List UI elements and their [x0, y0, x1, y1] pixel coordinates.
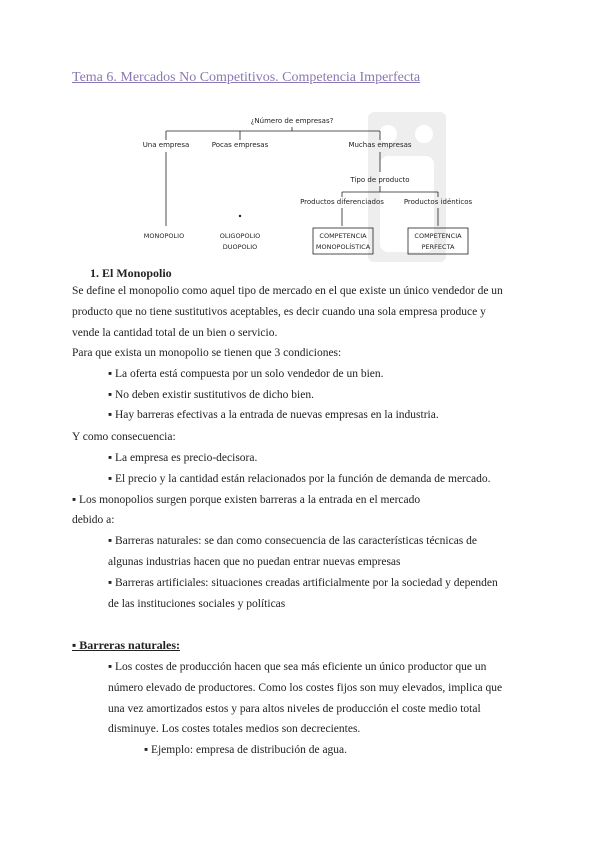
pocas-dot: [239, 215, 241, 217]
leaf-oligopolio: OLIGOPOLIO: [219, 232, 261, 240]
bullet-line: ▪ No deben existir sustitutivos de dicho bien.: [108, 389, 314, 401]
body-line: vende la cantidad total de un bien o servicio.: [72, 327, 278, 339]
document-title: Tema 6. Mercados No Competitivos. Competencia Imperfecta: [72, 70, 421, 85]
body-line: número elevado de productores. Como los costes fijos son muy elevados, implica que: [108, 682, 503, 694]
node-root: ¿Número de empresas?: [250, 117, 334, 125]
bullet-line: ▪ Los costes de producción hacen que sea más eficiente un único productor que un: [108, 661, 487, 673]
body-line: disminuye. Los costes totales medios son decrecientes.: [108, 723, 361, 735]
body-line: Se define el monopolio como aquel tipo de mercado en el que existe un único vendedor de un: [72, 285, 503, 297]
leaf-comp-perf-line2: PERFECTA: [421, 243, 455, 251]
leaf-comp-perf-line1: COMPETENCIA: [414, 232, 462, 240]
bullet-line: ▪ Hay barreras efectivas a la entrada de nuevas empresas en la industria.: [108, 409, 439, 421]
node-muchas-empresas: Muchas empresas: [348, 141, 412, 149]
node-pocas-empresas: Pocas empresas: [211, 141, 269, 149]
node-una-empresa: Una empresa: [142, 141, 190, 149]
body-line: de las instituciones sociales y políticas: [108, 598, 286, 610]
node-productos-identicos: Productos idénticos: [403, 198, 473, 206]
subheading-barreras-naturales: ▪ Barreras naturales:: [72, 638, 181, 652]
bullet-line: ▪ La oferta está compuesta por un solo vendedor de un bien.: [108, 368, 384, 380]
leaf-duopolio: DUOPOLIO: [222, 243, 258, 251]
body-line: Para que exista un monopolio se tienen que 3 condiciones:: [72, 347, 342, 359]
body-line: debido a:: [72, 514, 115, 526]
leaf-monopolio: MONOPOLIO: [143, 232, 185, 240]
bullet-line: ▪ Los monopolios surgen porque existen barreras a la entrada en el mercado: [72, 494, 421, 506]
body-line: una vez amortizados estos y para altos niveles de producción el coste medio total: [108, 703, 481, 715]
section-heading-monopolio: 1. El Monopolio: [90, 266, 172, 280]
node-tipo-producto: Tipo de producto: [350, 176, 410, 184]
body-line: producto que no tiene sustitutivos aceptables, es decir cuando una sola empresa produce y: [72, 306, 486, 318]
bullet-line-example: ▪ Ejemplo: empresa de distribución de agua.: [144, 744, 348, 756]
body-line: algunas industrias hacen que no puedan entrar nuevas empresas: [108, 556, 401, 568]
bullet-line: ▪ La empresa es precio-decisora.: [108, 452, 258, 464]
leaf-comp-mono-line2: MONOPOLÍSTICA: [315, 243, 371, 251]
node-productos-diferenciados: Productos diferenciados: [300, 198, 384, 206]
bullet-line: ▪ Barreras artificiales: situaciones creadas artificialmente por la sociedad y dependen: [108, 577, 498, 589]
leaf-comp-mono-line1: COMPETENCIA: [319, 232, 367, 240]
bullet-line: ▪ Barreras naturales: se dan como consecuencia de las características técnicas de: [108, 535, 478, 547]
bullet-line: ▪ El precio y la cantidad están relacionados por la función de demanda de mercado.: [108, 473, 491, 485]
market-types-diagram: [0, 0, 600, 260]
body-line: Y como consecuencia:: [72, 431, 176, 443]
